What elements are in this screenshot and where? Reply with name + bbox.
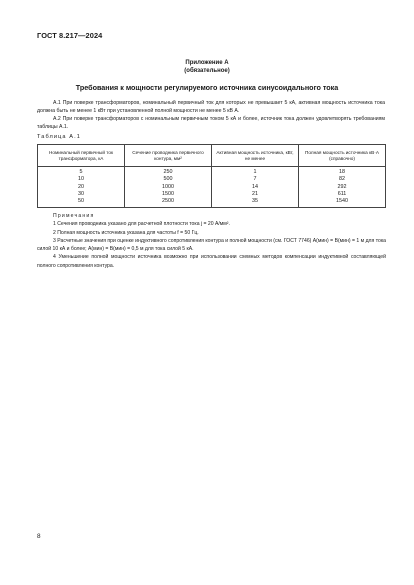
table-cell: 5 <box>38 167 125 177</box>
table-cell: 292 <box>299 184 386 191</box>
appendix-status: (обязательное) <box>184 68 230 74</box>
notes-heading: Примечания <box>53 213 95 219</box>
table-cell: 50 <box>38 198 125 208</box>
column-header: Сечение проводника первичного контура, мм² <box>125 145 212 167</box>
table-cell: 2500 <box>125 198 212 208</box>
note-item: 1 Сечения проводника указано для расчетной плотности тока j = 20 А/мм². <box>53 221 230 228</box>
column-header: Полная мощность источника кВ·А (справочно) <box>299 145 386 167</box>
table-cell: 14 <box>212 184 299 191</box>
table-cell: 500 <box>125 176 212 183</box>
table-cell: 21 <box>212 191 299 198</box>
table-row <box>38 191 386 198</box>
note-item: 2 Полная мощность источника указана для частоты f = 50 Гц. <box>53 229 199 236</box>
table-cell: 611 <box>299 191 386 198</box>
table-cell: 1 <box>212 167 299 177</box>
table-cell: 35 <box>212 198 299 208</box>
table-row <box>38 198 386 208</box>
table-cell: 7 <box>212 176 299 183</box>
paragraph-a2: А.2 При поверке трансформаторов с номинальным первичным током 5 кА и более, источник тока должен удовлетворять требованиям таблицы А.1. <box>37 116 385 131</box>
standard-header: ГОСТ 8.217—2024 <box>37 31 103 40</box>
column-header: Активная мощность источника, кВт, не менее <box>212 145 299 167</box>
table-cell: 1000 <box>125 184 212 191</box>
column-header: Номинальный первичный ток трансформатора, кА <box>38 145 125 167</box>
table-row <box>38 167 386 177</box>
table-cell: 20 <box>38 184 125 191</box>
appendix-label: Приложение А <box>185 60 229 66</box>
paragraph-a1: А.1 При поверке трансформаторов, номинальный первичный ток для которых не превышает 5 кА, активная мощность источника тока должна быть не менее 1 кВт при установленной полной мощности не менее 5 кВ А. <box>37 100 385 115</box>
appendix-heading <box>0 59 414 75</box>
table-row <box>38 184 386 191</box>
table-cell: 30 <box>38 191 125 198</box>
page-number: 8 <box>37 533 41 540</box>
table-cell: 82 <box>299 176 386 183</box>
note-item: 3 Расчетные значения при оценке индуктивного сопротивления контура и полной мощности (см. ГОСТ 7746) A(мин) = B(мин) = 1 м для тока силой 10 кА и более; A(мин) = B(мин) = 0,5 м для тока силой 5 кА. <box>37 237 386 253</box>
table-row <box>38 176 386 183</box>
table-header-row <box>38 145 386 167</box>
note-item: 4 Уменьшение полной мощности источника возможно при использовании схемных методов компенсации индуктивной составляющей полного сопротивления контура. <box>37 254 386 269</box>
section-title: Требования к мощности регулируемого источника синусоидального тока <box>75 83 339 92</box>
table-cell: 1500 <box>125 191 212 198</box>
table-cell: 1540 <box>299 198 386 208</box>
table-cell: 18 <box>299 167 386 177</box>
power-requirements-table <box>37 144 386 208</box>
table-cell: 250 <box>125 167 212 177</box>
table-caption: Таблица А.1 <box>37 134 81 140</box>
table-cell: 10 <box>38 176 125 183</box>
notes-block <box>37 212 386 270</box>
